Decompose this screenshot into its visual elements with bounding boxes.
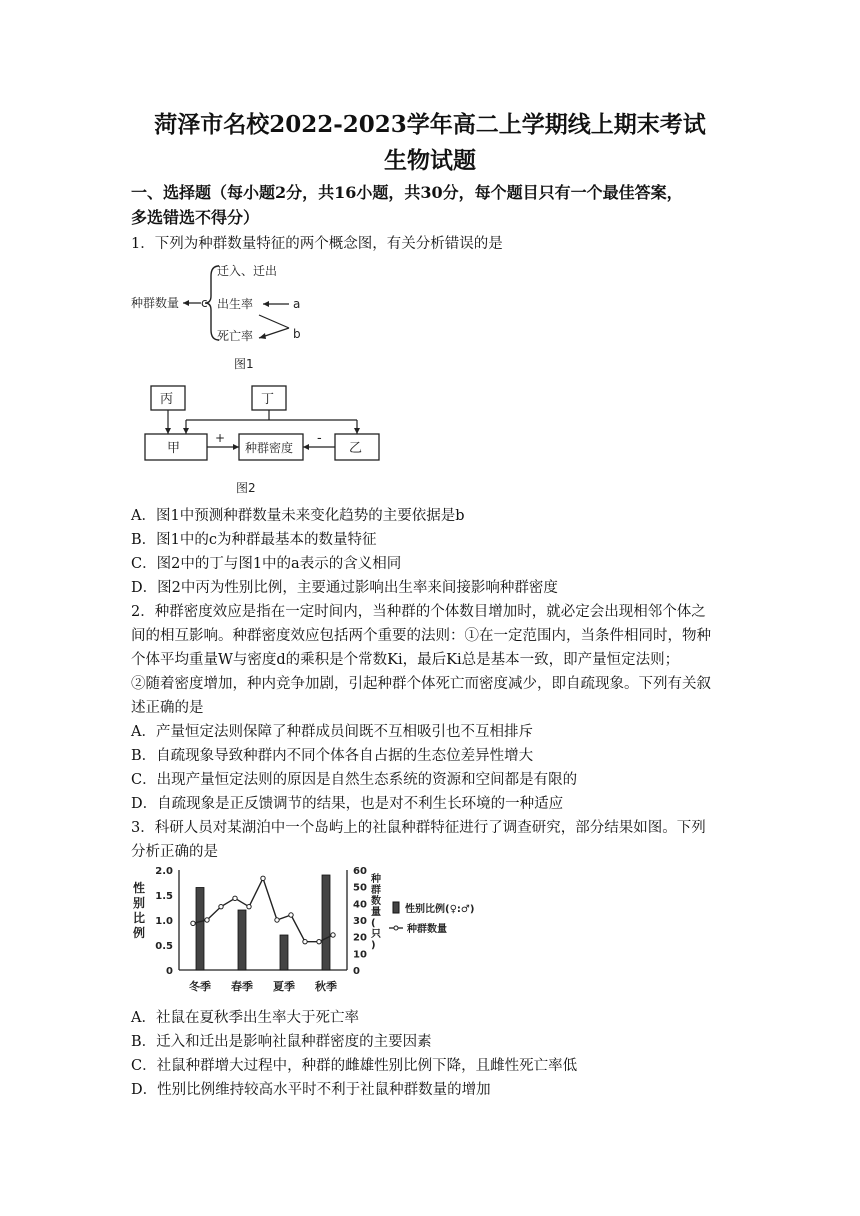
- fig1-c-label: c: [201, 296, 208, 310]
- sex-ratio-bar: [238, 910, 246, 970]
- population-point: [303, 939, 307, 943]
- figure-1-concept-map: [131, 258, 321, 373]
- page-subtitle: 生物试题: [384, 147, 476, 174]
- fig2-density-label: 种群密度: [245, 441, 294, 455]
- right-tick-label: 40: [353, 899, 367, 911]
- q3-stem-line-1: 3．科研人员对某湖泊中一个岛屿上的社鼠种群特征进行了调查研究，部分结果如图。下列: [131, 820, 706, 836]
- left-axis-label-char: 性: [133, 881, 146, 895]
- legend-line-label: 种群数量: [407, 924, 447, 935]
- q2-stem-line-3: 个体平均重量W与密度d的乘积是个常数Ki，最后Ki总是基本一致，即产量恒定法则；: [131, 652, 680, 668]
- fig1-item-migration: 迁入、迁出: [217, 264, 278, 278]
- q1-option-b: B．图1中的c为种群最基本的数量特征: [131, 532, 377, 548]
- right-axis-label: [370, 872, 381, 951]
- right-tick-label: 60: [353, 866, 367, 877]
- fig1-item-death: 死亡率: [217, 329, 254, 343]
- sex-ratio-bar: [322, 875, 330, 970]
- q2-option-b: B．自疏现象导致种群内不同个体各自占据的生态位差异性增大: [131, 748, 534, 764]
- population-point: [191, 921, 195, 925]
- left-axis-label: [133, 880, 145, 940]
- category-label: 秋季: [315, 980, 337, 993]
- page-title: 菏泽市名校2022-2023学年高二上学期线上期末考试: [154, 111, 706, 138]
- category-label: 冬季: [189, 980, 211, 993]
- category-label: 夏季: [273, 980, 295, 993]
- fig2-minus-label: -: [317, 431, 322, 446]
- left-tick-label: 0: [166, 966, 173, 977]
- right-tick-label: 30: [353, 916, 367, 927]
- right-axis-label-char: 种: [371, 874, 381, 885]
- left-tick-label: 1.0: [155, 916, 173, 927]
- right-tick-label: 20: [353, 932, 367, 944]
- q2-stem-line-5: 述正确的是: [131, 700, 204, 716]
- section-heading: 一、选择题（每小题2分，共16小题，共30分，每个题目只有一个最佳答案，: [131, 183, 683, 202]
- fig1-item-birth: 出生率: [217, 297, 254, 311]
- q2-option-a: A．产量恒定法则保障了种群成员间既不互相吸引也不互相排斥: [131, 724, 533, 740]
- right-axis-label-char: 群: [371, 885, 381, 896]
- right-tick-label: 10: [353, 949, 367, 961]
- q2-option-c: C．出现产量恒定法则的原因是自然生态系统的资源和空间都是有限的: [131, 772, 578, 788]
- left-tick-label: 0.5: [155, 941, 173, 952]
- figure-2-concept-map: [131, 378, 391, 498]
- population-point: [331, 933, 335, 937]
- left-tick-label: 1.5: [155, 891, 173, 902]
- q1-option-d: D．图2中丙为性别比例，主要通过影响出生率来间接影响种群密度: [131, 580, 558, 596]
- q2-stem-line-4: ②随着密度增加，种内竞争加剧，引起种群个体死亡而密度减少，即自疏现象。下列有关叙: [131, 676, 711, 692]
- sex-ratio-bar: [280, 935, 288, 970]
- fig1-caption: 图1: [234, 357, 254, 371]
- category-label: 春季: [231, 980, 253, 993]
- fig1-a-label: a: [293, 297, 301, 311]
- fig1-root-label: 种群数量: [131, 296, 180, 310]
- fig2-plus-label: +: [215, 431, 226, 445]
- q3-chart: [131, 862, 491, 1002]
- population-point: [261, 876, 265, 880]
- q1-option-c: C．图2中的丁与图1中的a表示的含义相同: [131, 556, 402, 572]
- population-point: [233, 896, 237, 900]
- q3-stem-line-2: 分析正确的是: [131, 844, 218, 860]
- q2-stem-line-2: 间的相互影响。种群密度效应包括两个重要的法则：①在一定范围内，当条件相同时，物种: [131, 628, 711, 644]
- chart-legend: [389, 902, 474, 935]
- population-point: [219, 904, 223, 908]
- population-point: [205, 918, 209, 922]
- fig1-b-label: b: [293, 327, 301, 341]
- population-line: [193, 878, 333, 941]
- right-axis-label-char: 数: [371, 896, 381, 907]
- q2-stem-line-1: 2．种群密度效应是指在一定时间内，当种群的个体数目增加时，就必定会出现相邻个体之: [131, 604, 706, 620]
- q2-option-d: D．自疏现象是正反馈调节的结果，也是对不利生长环境的一种适应: [131, 796, 564, 812]
- question-1-stem: 1．下列为种群数量特征的两个概念图，有关分析错误的是: [131, 236, 503, 252]
- legend-bar-swatch: [393, 902, 399, 913]
- right-axis-label-char: 只: [371, 929, 381, 940]
- population-point: [289, 913, 293, 917]
- population-point: [275, 918, 279, 922]
- population-point: [247, 904, 251, 908]
- sex-ratio-bar: [196, 888, 204, 971]
- fig2-bing-label: 丙: [160, 392, 174, 407]
- left-axis-label-char: 别: [133, 896, 146, 910]
- fig2-yi-label: 乙: [349, 441, 363, 456]
- right-axis-label-char: (: [371, 918, 376, 929]
- fig2-caption: 图2: [236, 481, 256, 495]
- right-tick-label: 50: [353, 882, 367, 894]
- legend-bar-label: 性别比例(♀:♂): [405, 904, 475, 915]
- legend-line-marker: [394, 926, 398, 930]
- left-axis-label-char: 比: [133, 911, 146, 925]
- right-axis-label-char: ): [371, 940, 376, 951]
- left-axis-label-char: 例: [133, 926, 146, 940]
- right-axis-label-char: 量: [371, 907, 381, 918]
- population-point: [317, 939, 321, 943]
- q1-option-a: A．图1中预测种群数量未来变化趋势的主要依据是b: [131, 508, 465, 524]
- fig2-jia-label: 甲: [167, 441, 181, 456]
- q3-option-d: D．性别比例维持较高水平时不利于社鼠种群数量的增加: [131, 1082, 491, 1098]
- q3-option-b: B．迁入和迁出是影响社鼠种群密度的主要因素: [131, 1034, 432, 1050]
- right-tick-label: 0: [353, 966, 360, 977]
- q3-option-a: A．社鼠在夏秋季出生率大于死亡率: [131, 1010, 359, 1026]
- fig2-ding-label: 丁: [261, 392, 275, 407]
- section-heading-cont: 多选错选不得分）: [131, 208, 260, 227]
- q3-option-c: C．社鼠种群增大过程中，种群的雌雄性别比例下降，且雌性死亡率低: [131, 1058, 578, 1074]
- left-tick-label: 2.0: [155, 866, 173, 877]
